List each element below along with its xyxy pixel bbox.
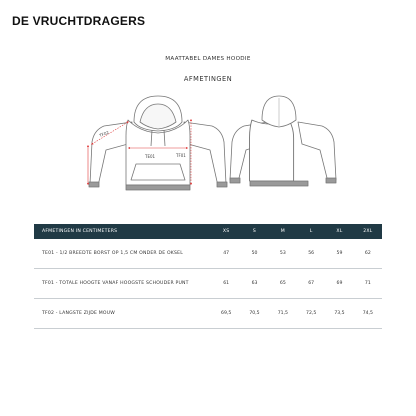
size-table: [34, 224, 382, 329]
header-size: L: [297, 224, 325, 239]
table-cell: 73,5: [325, 299, 353, 329]
hoodie-front: [89, 96, 227, 190]
table-cell: 50: [240, 239, 268, 269]
table-cell: 69: [325, 269, 353, 299]
header-measurements: AFMETINGEN IN CENTIMETERS: [34, 224, 212, 239]
table-row: [34, 269, 382, 299]
table-cell: 63: [240, 269, 268, 299]
header-size: 2XL: [354, 224, 382, 239]
label-te01: TE01: [145, 154, 156, 159]
header-size: XL: [325, 224, 353, 239]
table-cell: 61: [212, 269, 240, 299]
table-row: [34, 299, 382, 329]
row-label: TE01 - 1/2 BREEDTE BORST OP 1,5 CM ONDER DE OKSEL: [34, 239, 212, 269]
section-heading: AFMETINGEN: [183, 75, 233, 83]
hoodie-illustration: [0, 92, 416, 202]
label-tf02: TF02: [98, 129, 110, 138]
header-size: S: [240, 224, 268, 239]
table-cell: 74,5: [354, 299, 382, 329]
table-cell: 69,5: [212, 299, 240, 329]
table-cell: 67: [297, 269, 325, 299]
row-label: TF01 - TOTALE HOOGTE VANAF HOOGSTE SCHOUDER PUNT: [34, 269, 212, 299]
brand-logo: DE VRUCHTDRAGERS: [12, 14, 146, 28]
size-table-header: [34, 224, 382, 239]
row-label: TF02 - LANGSTE ZIJDE MOUW: [34, 299, 212, 329]
header-size: XS: [212, 224, 240, 239]
table-cell: 71,5: [269, 299, 297, 329]
table-cell: 71: [354, 269, 382, 299]
table-cell: 56: [297, 239, 325, 269]
header-size: M: [269, 224, 297, 239]
table-cell: 72,5: [297, 299, 325, 329]
table-cell: 65: [269, 269, 297, 299]
label-tf01: TF01: [176, 153, 186, 158]
table-row: [34, 239, 382, 269]
table-cell: 70,5: [240, 299, 268, 329]
page-subtitle: MAATTABEL DAMES HOODIE: [165, 56, 251, 62]
hoodie-back: [230, 96, 336, 186]
table-cell: 62: [354, 239, 382, 269]
table-cell: 47: [212, 239, 240, 269]
table-cell: 59: [325, 239, 353, 269]
table-cell: 53: [269, 239, 297, 269]
